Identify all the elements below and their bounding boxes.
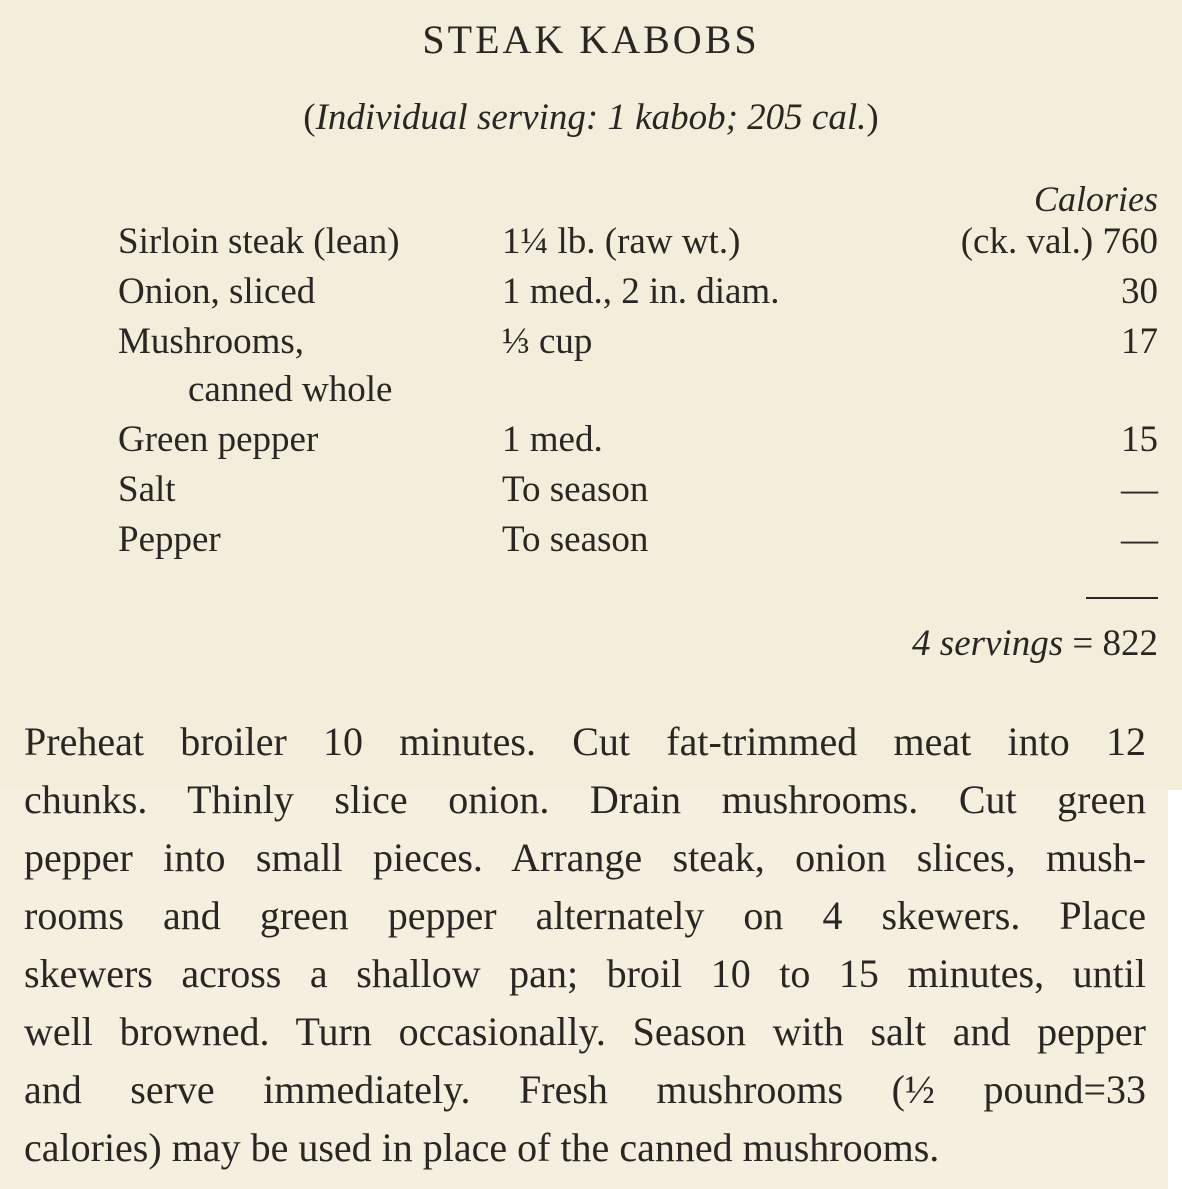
ingredient-amount: To season bbox=[502, 469, 649, 510]
ingredient-calories: — bbox=[1121, 469, 1158, 510]
directions-line: Preheat broiler 10 minutes. Cut fat-trimmed meat into 12 bbox=[24, 719, 1146, 764]
ingredient-row bbox=[0, 320, 1182, 372]
ingredient-name: Green pepper bbox=[118, 419, 319, 460]
ingredient-amount: 1 med., 2 in. diam. bbox=[502, 271, 780, 312]
serving-info-open: ( bbox=[303, 97, 316, 138]
serving-info-close: ) bbox=[866, 97, 879, 138]
serving-info bbox=[0, 96, 1182, 139]
directions bbox=[24, 713, 1146, 1177]
directions-line: pepper into small pieces. Arrange steak, onion slices, mush- bbox=[24, 835, 1146, 880]
ingredient-name: canned whole bbox=[188, 369, 393, 410]
ingredient-row bbox=[0, 270, 1182, 322]
serving-info-text: Individual serving: 1 kabob; 205 cal. bbox=[315, 97, 867, 138]
ingredient-amount: 1¼ lb. (raw wt.) bbox=[502, 221, 741, 262]
directions-line: calories) may be used in place of the canned mushrooms. bbox=[24, 1125, 940, 1170]
directions-line: skewers across a shallow pan; broil 10 to 15 minutes, until bbox=[24, 951, 1146, 996]
ingredient-name: Mushrooms, bbox=[118, 321, 305, 362]
recipe-title: STEAK KABOBS bbox=[422, 17, 760, 62]
total-line bbox=[912, 622, 1158, 665]
ingredient-row bbox=[0, 368, 1182, 420]
directions-line: rooms and green pepper alternately on 4 skewers. Place bbox=[24, 893, 1146, 938]
ingredient-amount: To season bbox=[502, 519, 649, 560]
ingredient-calories: 17 bbox=[1121, 321, 1158, 362]
ingredient-calories: 30 bbox=[1121, 271, 1158, 312]
ingredient-amount: ⅓ cup bbox=[502, 321, 593, 362]
ingredient-calories: — bbox=[1121, 519, 1158, 560]
ingredient-row bbox=[0, 468, 1182, 520]
directions-line: well browned. Turn occasionally. Season with salt and pepper bbox=[24, 1009, 1146, 1054]
ingredient-name: Onion, sliced bbox=[118, 271, 316, 312]
total-rule bbox=[1086, 597, 1158, 599]
ingredient-row bbox=[0, 518, 1182, 570]
directions-line: and serve immediately. Fresh mushrooms (½ pound=33 bbox=[24, 1067, 1146, 1112]
total-servings: 4 servings bbox=[912, 623, 1064, 664]
ingredient-row bbox=[0, 418, 1182, 470]
ingredient-name: Pepper bbox=[118, 519, 221, 560]
ingredient-row bbox=[0, 220, 1182, 272]
directions-line: chunks. Thinly slice onion. Drain mushrooms. Cut green bbox=[24, 777, 1146, 822]
ingredient-name: Sirloin steak (lean) bbox=[118, 221, 400, 262]
calories-column-header: Calories bbox=[1033, 179, 1158, 219]
ingredient-name: Salt bbox=[118, 469, 176, 510]
ingredient-calories: (ck. val.) 760 bbox=[960, 221, 1158, 262]
ingredient-calories: 15 bbox=[1121, 419, 1158, 460]
ingredient-amount: 1 med. bbox=[502, 419, 603, 460]
total-calories: = 822 bbox=[1072, 623, 1158, 664]
